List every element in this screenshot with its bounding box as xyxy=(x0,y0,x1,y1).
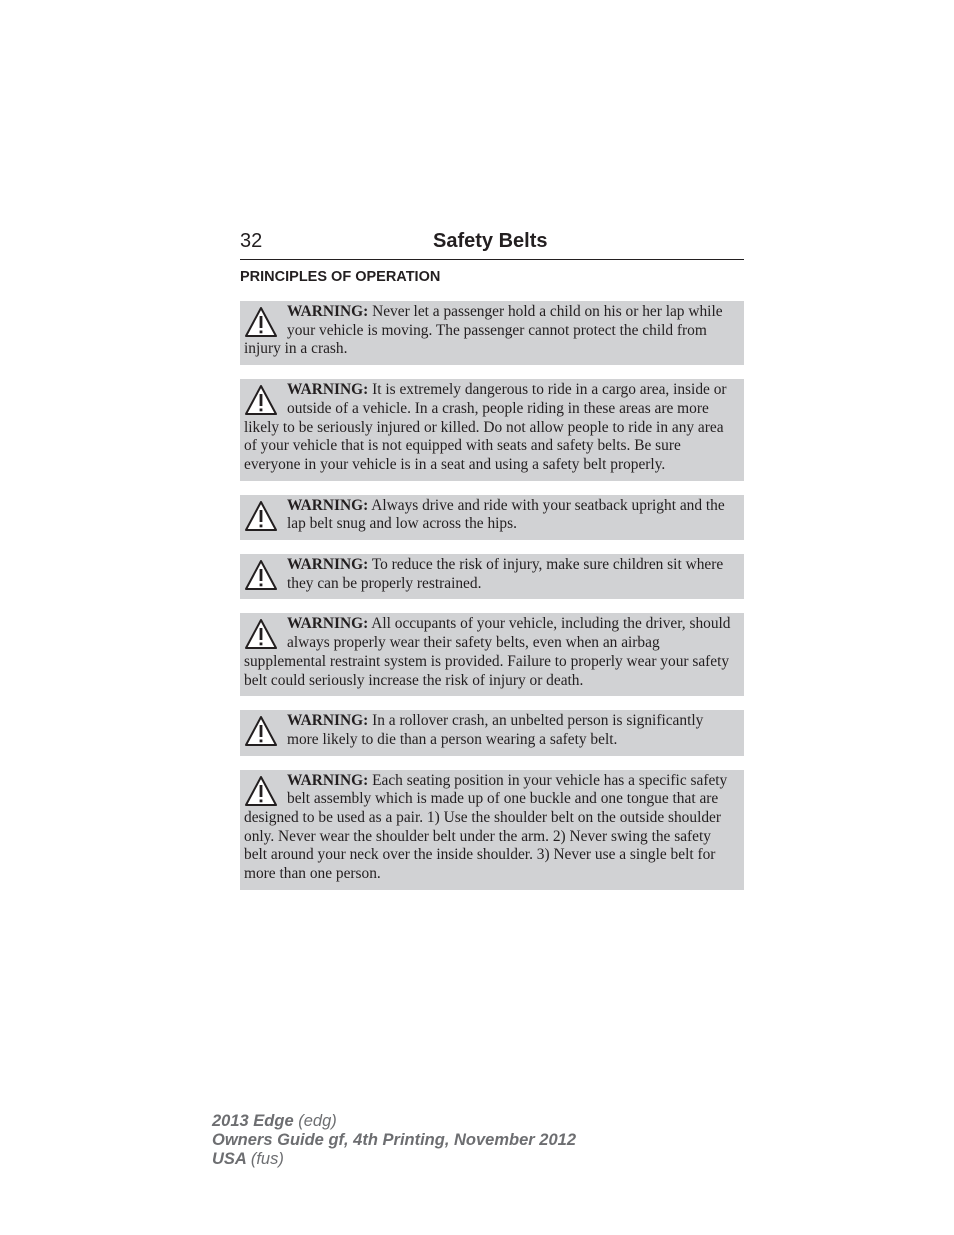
footer-model-line xyxy=(212,1112,576,1131)
warning-triangle-icon xyxy=(244,618,278,652)
footer-model-code: (edg) xyxy=(298,1112,337,1130)
warning-label: WARNING: xyxy=(287,712,369,730)
warning-text: Never let a passenger hold a child on his or her lap while your vehicle is moving. The passenger cannot protect the child from injury in a crash. xyxy=(244,303,723,358)
warning-triangle-icon xyxy=(244,306,278,340)
warning-box xyxy=(240,495,744,540)
warning-text: All occupants of your vehicle, including the driver, should always properly wear their safety belts, even when an airbag supplemental restraint system is provided. Failure to properly wear your safety belt could seriously increase the risk of injury or death. xyxy=(244,615,731,689)
warning-label: WARNING: xyxy=(287,615,369,633)
warning-triangle-icon xyxy=(244,500,278,534)
warning-box xyxy=(240,770,744,890)
warning-triangle-icon xyxy=(244,559,278,593)
footer-market-line xyxy=(212,1150,576,1169)
warning-label: WARNING: xyxy=(287,381,369,399)
warning-label: WARNING: xyxy=(287,303,369,320)
footer-guide-line: Owners Guide gf, 4th Printing, November 2012 xyxy=(212,1131,576,1149)
page-footer xyxy=(212,1112,576,1169)
page-number: 32 xyxy=(240,230,263,252)
warning-box xyxy=(240,710,744,755)
warning-label: WARNING: xyxy=(287,771,369,789)
warning-text: It is extremely dangerous to ride in a cargo area, inside or outside of a vehicle. In a crash, people riding in these areas are more likely to be seriously injured or killed. Do not allow people to ride in any area of your vehicle that is not equipped with seats and safety belts. Be sure everyone in your vehicle is in a seat and using a safety belt properly. xyxy=(244,381,727,473)
warning-box xyxy=(240,613,744,696)
warning-triangle-icon xyxy=(244,384,278,418)
warning-box xyxy=(240,554,744,599)
warning-text: In a rollover crash, an unbelted person is significantly more likely to die than a person wearing a safety belt. xyxy=(287,712,704,748)
section-heading: PRINCIPLES OF OPERATION xyxy=(240,269,441,285)
chapter-title: Safety Belts xyxy=(433,230,548,252)
warning-triangle-icon xyxy=(244,775,278,809)
footer-market: USA xyxy=(212,1150,247,1168)
warning-triangle-icon xyxy=(244,715,278,749)
page-header xyxy=(240,228,744,260)
footer-model: 2013 Edge xyxy=(212,1112,294,1130)
warning-box xyxy=(240,379,744,481)
warning-text: Always drive and ride with your seatback upright and the lap belt snug and low across the hips. xyxy=(287,496,725,533)
warning-list xyxy=(240,301,744,904)
warning-label: WARNING: xyxy=(287,496,369,514)
warning-text: To reduce the risk of injury, make sure children sit where they can be properly restrained. xyxy=(287,556,724,592)
warning-box xyxy=(240,301,744,365)
warning-label: WARNING: xyxy=(287,556,369,574)
footer-market-code: (fus) xyxy=(250,1150,284,1168)
warning-text: Each seating position in your vehicle has a specific safety belt assembly which is made up of one buckle and one tongue that are designed to be used as a pair. 1) Use the shoulder belt on the outside shoulder only. Never wear the shoulder belt under the arm. 2) Never swing the safety belt around your neck over the inside shoulder. 3) Never use a single belt for more than one person. xyxy=(244,771,728,883)
